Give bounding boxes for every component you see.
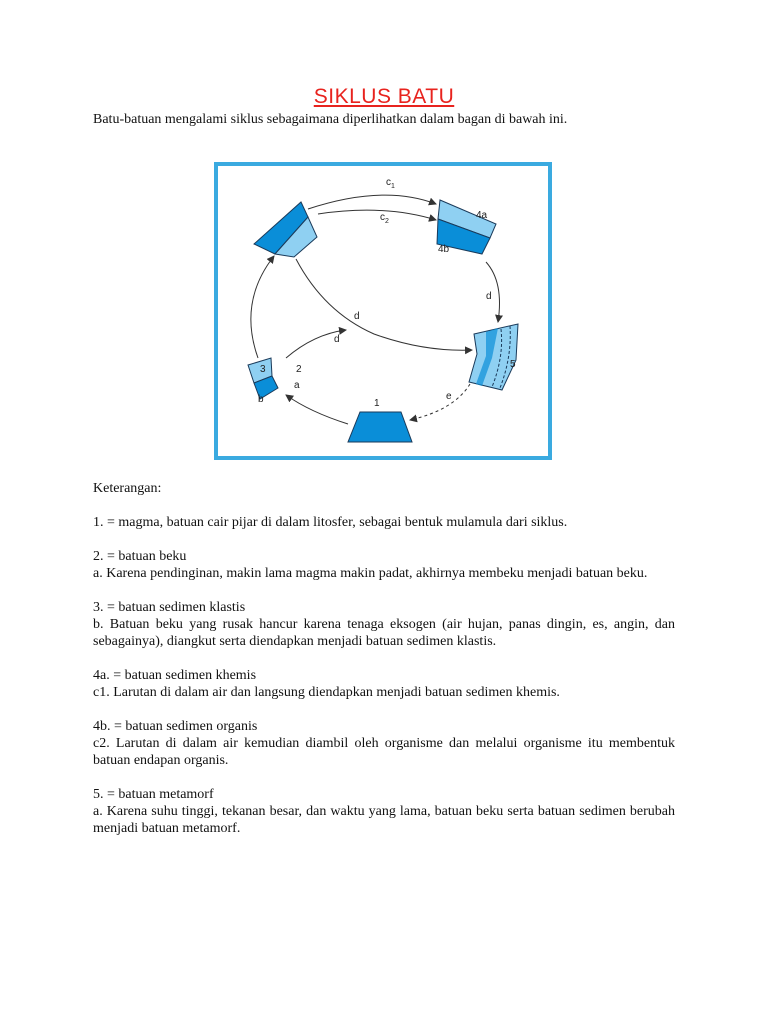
legend-entry-title: 3. = batuan sedimen klastis — [93, 600, 246, 615]
legend-heading: Keterangan: — [93, 481, 162, 496]
label-d-mid: d — [334, 334, 340, 345]
legend-entry-title: 2. = batuan beku — [93, 549, 187, 564]
legend-entry-desc: a. Karena pendinginan, makin lama magma makin padat, akhirnya membeku menjadi batuan beku. — [93, 566, 648, 581]
legend-entry-4a — [93, 667, 675, 701]
label-d-right: d — [486, 291, 492, 302]
label-b: b — [258, 394, 264, 405]
label-2: 2 — [296, 364, 302, 375]
label-c2: $c_2$ — [380, 212, 389, 225]
legend-entry-1 — [93, 514, 675, 531]
rock-cycle-diagram — [214, 162, 552, 460]
legend-entry-5 — [93, 786, 675, 837]
legend-entry-desc: c1. Larutan di dalam air dan langsung diendapkan menjadi batuan sedimen khemis. — [93, 685, 560, 700]
legend-entry-3 — [93, 599, 675, 650]
label-d-top: d — [354, 311, 360, 322]
label-e: e — [446, 391, 452, 402]
legend-entry-title: 1. = magma, batuan cair pijar di dalam litosfer, sebagai bentuk mulamula dari siklus. — [93, 515, 568, 530]
label-c1: $c_1$ — [386, 177, 395, 190]
legend-entry-desc: a. Karena suhu tinggi, tekanan besar, dan waktu yang lama, batuan beku serta batuan sedimen berubah menjadi batuan metamorf. — [93, 804, 675, 836]
label-4a: 4a — [476, 210, 488, 221]
legend-entry-title: 5. = batuan metamorf — [93, 787, 214, 802]
page-title: SIKLUS BATU — [313, 85, 455, 108]
legend-entry-desc: b. Batuan beku yang rusak hancur karena tenaga eksogen (air hujan, panas dingin, es, angin, dan sebagainya), diangkut serta diendapkan menjadi batuan sedimen klastis. — [93, 617, 675, 649]
label-3: 3 — [260, 364, 266, 375]
legend-entry-2 — [93, 548, 675, 582]
intro-text: Batu-batuan mengalami siklus sebagaimana diperlihatkan dalam bagan di bawah ini. — [93, 112, 568, 127]
label-4b: 4b — [438, 244, 450, 255]
legend-entry-title: 4b. = batuan sedimen organis — [93, 719, 258, 734]
label-a: a — [294, 380, 300, 391]
legend-entry-title: 4a. = batuan sedimen khemis — [93, 668, 257, 683]
legend-entry-desc: c2. Larutan di dalam air kemudian diambil oleh organisme dan melalui organisme itu membentuk batuan endapan organis. — [93, 736, 675, 768]
label-1: 1 — [374, 398, 380, 409]
legend-section — [93, 480, 675, 854]
legend-entry-4b — [93, 718, 675, 769]
label-5: 5 — [510, 359, 516, 370]
